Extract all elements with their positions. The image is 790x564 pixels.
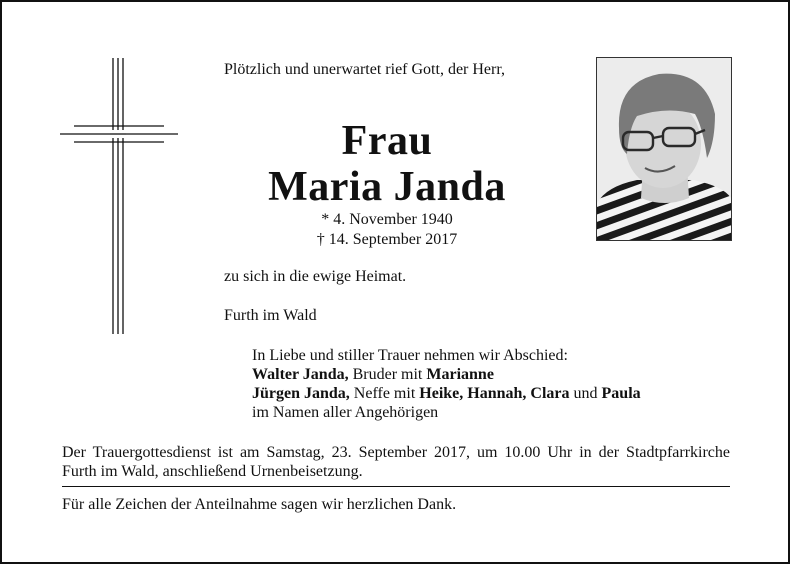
name-full: Maria Janda [268, 164, 506, 210]
birth-date: * 4. November 1940 [321, 211, 453, 228]
thanks-text: Für alle Zeichen der Anteilnahme sagen wir herzlichen Dank. [62, 496, 457, 513]
intro-text: Plötzlich und unerwartet rief Gott, der Herr, [224, 61, 506, 78]
mourner-conjunction: und [569, 385, 602, 402]
life-dates [224, 210, 550, 250]
mourner-line [252, 365, 732, 384]
mourner-name: Jürgen Janda, [252, 385, 350, 402]
mourner-child: Heike, [419, 385, 464, 402]
name-title: Frau [341, 118, 433, 164]
deceased-name [224, 118, 550, 210]
mourners-closing: im Namen aller Angehörigen [252, 404, 439, 421]
mourner-partner: Marianne [426, 366, 494, 383]
portrait-photo-icon [597, 58, 731, 240]
death-date: † 14. September 2017 [316, 231, 458, 248]
mourner-name: Walter Janda, [252, 366, 349, 383]
mourners-list [252, 346, 732, 422]
mourner-line [252, 384, 732, 403]
mourner-child: Clara [530, 385, 570, 402]
service-text: Der Trauergottesdienst ist am Samstag, 23. September 2017, um 10.00 Uhr in der Stadtpfarrkirche Furth im Wald, anschließend Urnenbeisetzung. [62, 444, 730, 480]
portrait-photo [596, 57, 732, 241]
place-text: Furth im Wald [224, 307, 317, 324]
homecoming-text: zu sich in die ewige Heimat. [224, 268, 407, 285]
mourner-relation: Neffe mit [349, 385, 420, 402]
cross-icon [60, 58, 178, 334]
mourners-intro: In Liebe und stiller Trauer nehmen wir Abschied: [252, 347, 568, 364]
divider [62, 486, 730, 487]
mourner-child: Hannah, [467, 385, 527, 402]
mourner-relation: Bruder mit [348, 366, 427, 383]
mourner-child: Paula [601, 385, 641, 402]
